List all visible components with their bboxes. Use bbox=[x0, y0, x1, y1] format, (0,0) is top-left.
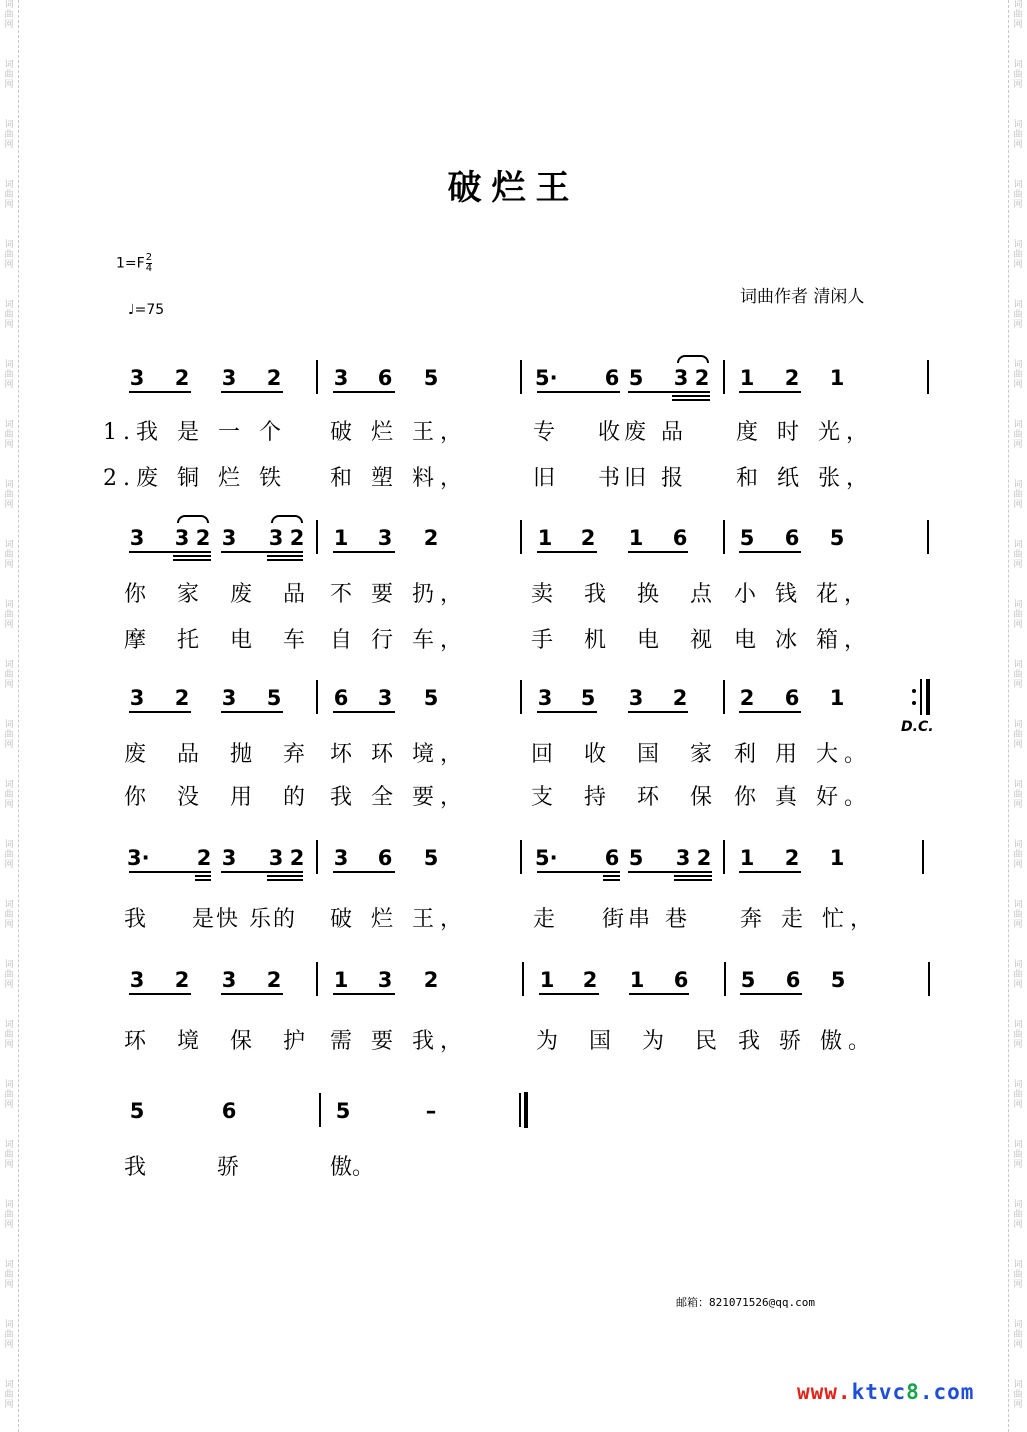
time-sig-top: 2 bbox=[145, 252, 153, 263]
note: 1 bbox=[829, 686, 845, 710]
note: 3 bbox=[675, 846, 691, 870]
site-part: .com bbox=[919, 1380, 975, 1404]
lyric: 我 全 要， bbox=[330, 785, 468, 810]
note: 5 bbox=[830, 968, 846, 992]
note: 3 bbox=[129, 686, 145, 710]
lyric: 你 没 用 的 bbox=[124, 785, 317, 810]
margin-mark: 词 曲 网 bbox=[1013, 240, 1023, 270]
margin-mark: 词 曲 网 bbox=[1013, 720, 1023, 750]
margin-mark: 词 曲 网 bbox=[4, 1020, 14, 1050]
underline bbox=[739, 551, 801, 553]
barline bbox=[520, 360, 522, 394]
barline bbox=[922, 840, 924, 874]
margin-mark: 词 曲 网 bbox=[4, 420, 14, 450]
lyric: 利 用 大。 bbox=[734, 742, 872, 767]
margin-mark: 词 曲 网 bbox=[1013, 300, 1023, 330]
underline bbox=[628, 871, 712, 873]
margin-mark: 词 曲 网 bbox=[1013, 840, 1023, 870]
note: 6 bbox=[673, 968, 689, 992]
lyric: 你 家 废 品 bbox=[124, 582, 317, 607]
lyric: 手 机 电 视 bbox=[531, 628, 724, 653]
note: 5 bbox=[739, 526, 755, 550]
barline bbox=[319, 1093, 321, 1127]
margin-mark: 词 曲 网 bbox=[1013, 780, 1023, 810]
underline bbox=[333, 551, 395, 553]
margin-mark: 词 曲 网 bbox=[1013, 1020, 1023, 1050]
lyric: 破 烂 王， bbox=[330, 907, 468, 932]
repeat-thick-line bbox=[926, 679, 930, 715]
margin-mark: 词 曲 网 bbox=[4, 120, 14, 150]
lyric: 破 烂 王， bbox=[330, 420, 468, 445]
note: 5· bbox=[535, 846, 558, 870]
underline bbox=[221, 871, 303, 873]
note: 3 bbox=[129, 968, 145, 992]
note: 2 bbox=[289, 846, 305, 870]
barline bbox=[522, 962, 524, 996]
note: 5 bbox=[423, 686, 439, 710]
margin-mark: 词 曲 网 bbox=[1013, 60, 1023, 90]
margin-mark: 词 曲 网 bbox=[1013, 420, 1023, 450]
margin-mark: 词 曲 网 bbox=[4, 840, 14, 870]
note: 5 bbox=[129, 1099, 145, 1123]
underline bbox=[739, 711, 801, 713]
repeat-thin-line bbox=[920, 679, 922, 715]
note: 3 bbox=[333, 846, 349, 870]
lyric: 我 bbox=[124, 1155, 147, 1180]
underline bbox=[628, 711, 688, 713]
margin-mark: 词 曲 网 bbox=[4, 180, 14, 210]
note: 5· bbox=[535, 366, 558, 390]
lyric: 傲。 bbox=[330, 1155, 375, 1180]
note: 3 bbox=[174, 526, 190, 550]
lyric: 我 bbox=[124, 907, 147, 932]
lyric: 电 冰 箱， bbox=[734, 628, 872, 653]
lyric: 你 真 好。 bbox=[734, 785, 872, 810]
lyric: 环 境 保 护 bbox=[124, 1029, 317, 1054]
barline bbox=[927, 520, 929, 554]
underline bbox=[129, 711, 191, 713]
barline bbox=[724, 962, 726, 996]
note: 3 bbox=[221, 846, 237, 870]
note: 2 bbox=[672, 686, 688, 710]
note: 2 bbox=[580, 526, 596, 550]
margin-mark: 词 曲 网 bbox=[1013, 1140, 1023, 1170]
note: 6 bbox=[604, 846, 620, 870]
composer-credit: 词曲作者 清闲人 bbox=[740, 287, 865, 307]
final-barline-thick bbox=[524, 1092, 528, 1128]
margin-mark: 词 曲 网 bbox=[1013, 1380, 1023, 1410]
lyric: 自 行 车， bbox=[330, 628, 468, 653]
note: 1 bbox=[739, 846, 755, 870]
lyric: 度 时 光， bbox=[736, 420, 874, 445]
note: 5 bbox=[628, 366, 644, 390]
underline bbox=[221, 711, 283, 713]
barline bbox=[723, 680, 725, 714]
repeat-dot bbox=[912, 689, 916, 693]
margin-mark: 词 曲 网 bbox=[4, 1380, 14, 1410]
underline bbox=[333, 993, 395, 995]
underline bbox=[537, 711, 597, 713]
margin-mark: 词 曲 网 bbox=[4, 1080, 14, 1110]
repeat-dot bbox=[912, 701, 916, 705]
note: 6 bbox=[377, 846, 393, 870]
lyric: 走 bbox=[533, 907, 556, 932]
note: 6 bbox=[221, 1099, 237, 1123]
note: 1 bbox=[628, 526, 644, 550]
note: 1 bbox=[829, 846, 845, 870]
barline bbox=[928, 962, 930, 996]
barline bbox=[723, 840, 725, 874]
note: 1 bbox=[539, 968, 555, 992]
note: 2 bbox=[423, 968, 439, 992]
site-part: 8 bbox=[906, 1380, 920, 1404]
margin-mark: 词 曲 网 bbox=[1013, 900, 1023, 930]
site-part: ktvc bbox=[851, 1380, 907, 1404]
margin-mark: 词 曲 网 bbox=[4, 480, 14, 510]
margin-mark: 词 曲 网 bbox=[1013, 660, 1023, 690]
note: 3 bbox=[221, 968, 237, 992]
left-margin-watermark bbox=[0, 0, 19, 1432]
margin-mark: 词 曲 网 bbox=[1013, 480, 1023, 510]
lyric: 和 纸 张， bbox=[736, 466, 874, 491]
note: 5 bbox=[423, 846, 439, 870]
note: 6 bbox=[784, 526, 800, 550]
lyric: 卖 我 换 点 bbox=[531, 582, 724, 607]
margin-mark: 词 曲 网 bbox=[4, 960, 14, 990]
underline bbox=[333, 871, 395, 873]
double-underline bbox=[674, 875, 712, 881]
note: 6 bbox=[377, 366, 393, 390]
slur bbox=[271, 515, 303, 523]
note: 2 bbox=[696, 846, 712, 870]
underline bbox=[537, 551, 597, 553]
margin-mark: 词 曲 网 bbox=[4, 240, 14, 270]
margin-mark: 词 曲 网 bbox=[1013, 1320, 1023, 1350]
lyric: 需 要 我， bbox=[330, 1029, 468, 1054]
note: 2 bbox=[174, 686, 190, 710]
note: 3 bbox=[129, 526, 145, 550]
underline bbox=[537, 871, 620, 873]
barline bbox=[316, 520, 318, 554]
lyric: 我 骄 傲。 bbox=[738, 1029, 876, 1054]
note: 2 bbox=[423, 526, 439, 550]
note: 6 bbox=[604, 366, 620, 390]
note: 2 bbox=[195, 526, 211, 550]
slur bbox=[677, 355, 709, 363]
double-underline bbox=[603, 875, 620, 881]
time-sig-bottom: 4 bbox=[145, 263, 153, 274]
margin-mark: 词 曲 网 bbox=[4, 1320, 14, 1350]
note: 1 bbox=[333, 968, 349, 992]
note: 5 bbox=[266, 686, 282, 710]
barline bbox=[316, 962, 318, 996]
lyric: 旧 bbox=[533, 466, 556, 491]
lyric: 1.我 是 一 个 bbox=[103, 420, 287, 445]
note: 2 bbox=[174, 968, 190, 992]
note: 2 bbox=[266, 968, 282, 992]
slur bbox=[177, 515, 209, 523]
lyric: 摩 托 电 车 bbox=[124, 628, 317, 653]
note: 3 bbox=[221, 686, 237, 710]
da-capo-marking: D.C. bbox=[901, 719, 934, 735]
margin-mark: 词 曲 网 bbox=[4, 780, 14, 810]
note: 2 bbox=[266, 366, 282, 390]
lyric: 2.废 铜 烂 铁 bbox=[103, 466, 287, 491]
double-underline bbox=[173, 555, 211, 561]
margin-mark: 词 曲 网 bbox=[1013, 540, 1023, 570]
margin-mark: 词 曲 网 bbox=[4, 660, 14, 690]
note: 2 bbox=[784, 366, 800, 390]
note: 1 bbox=[537, 526, 553, 550]
margin-mark: 词 曲 网 bbox=[1013, 360, 1023, 390]
margin-mark: 词 曲 网 bbox=[4, 1140, 14, 1170]
lyric: 专 bbox=[533, 420, 556, 445]
underline bbox=[129, 391, 191, 393]
margin-mark: 词 曲 网 bbox=[4, 540, 14, 570]
note: 5 bbox=[628, 846, 644, 870]
double-underline bbox=[267, 555, 303, 561]
key-signature bbox=[116, 253, 152, 274]
note: 2 bbox=[582, 968, 598, 992]
lyric: 书旧 报 bbox=[598, 466, 687, 491]
margin-mark: 词 曲 网 bbox=[4, 360, 14, 390]
margin-mark: 词 曲 网 bbox=[1013, 0, 1023, 30]
underline bbox=[221, 391, 283, 393]
note: 3 bbox=[673, 366, 689, 390]
barline bbox=[316, 360, 318, 394]
note: 3 bbox=[628, 686, 644, 710]
margin-mark: 词 曲 网 bbox=[1013, 960, 1023, 990]
barline bbox=[520, 680, 522, 714]
underline bbox=[333, 711, 395, 713]
lyric: 不 要 扔， bbox=[330, 582, 468, 607]
margin-mark: 词 曲 网 bbox=[4, 600, 14, 630]
note: 3 bbox=[377, 686, 393, 710]
note: 5 bbox=[580, 686, 596, 710]
margin-mark: 词 曲 网 bbox=[4, 60, 14, 90]
underline bbox=[537, 391, 620, 393]
note: 1 bbox=[829, 366, 845, 390]
note: 3 bbox=[268, 526, 284, 550]
lyric: 骄 bbox=[217, 1155, 240, 1180]
barline bbox=[520, 520, 522, 554]
barline bbox=[927, 360, 929, 394]
underline bbox=[628, 391, 710, 393]
lyric: 坏 环 境， bbox=[330, 742, 468, 767]
note: 1 bbox=[333, 526, 349, 550]
lyric: 废 品 抛 弃 bbox=[124, 742, 317, 767]
double-underline bbox=[195, 875, 211, 881]
final-barline-thin bbox=[519, 1093, 521, 1127]
note: 6 bbox=[672, 526, 688, 550]
lyric: 是快 乐的 bbox=[192, 907, 297, 932]
margin-mark: 词 曲 网 bbox=[1013, 180, 1023, 210]
margin-mark: 词 曲 网 bbox=[1013, 1200, 1023, 1230]
note: 3· bbox=[127, 846, 150, 870]
note: 3 bbox=[377, 968, 393, 992]
barline bbox=[723, 360, 725, 394]
note: 2 bbox=[196, 846, 212, 870]
underline bbox=[221, 551, 303, 553]
margin-mark: 词 曲 网 bbox=[1013, 1260, 1023, 1290]
underline bbox=[539, 993, 599, 995]
note: 5 bbox=[335, 1099, 351, 1123]
underline bbox=[628, 551, 688, 553]
note: 2 bbox=[694, 366, 710, 390]
margin-mark: 词 曲 网 bbox=[4, 0, 14, 30]
note: 3 bbox=[333, 366, 349, 390]
note: 3 bbox=[221, 366, 237, 390]
note: 2 bbox=[289, 526, 305, 550]
right-margin-watermark bbox=[1008, 0, 1027, 1432]
lyric: 和 塑 料， bbox=[330, 466, 468, 491]
margin-mark: 词 曲 网 bbox=[1013, 120, 1023, 150]
note: 3 bbox=[377, 526, 393, 550]
underline bbox=[739, 871, 801, 873]
note: 2 bbox=[784, 846, 800, 870]
underline bbox=[221, 993, 283, 995]
time-signature bbox=[146, 253, 152, 274]
barline bbox=[723, 520, 725, 554]
barline bbox=[316, 840, 318, 874]
underline bbox=[129, 871, 211, 873]
note: 3 bbox=[268, 846, 284, 870]
note: 2 bbox=[739, 686, 755, 710]
note: 3 bbox=[221, 526, 237, 550]
note: 6 bbox=[333, 686, 349, 710]
margin-mark: 词 曲 网 bbox=[4, 300, 14, 330]
barline bbox=[520, 840, 522, 874]
underline bbox=[129, 993, 191, 995]
underline bbox=[739, 391, 801, 393]
margin-mark: 词 曲 网 bbox=[4, 900, 14, 930]
note: 1 bbox=[629, 968, 645, 992]
underline bbox=[333, 391, 395, 393]
key-label: 1=F bbox=[116, 255, 145, 272]
lyric: 奔 走 忙， bbox=[740, 907, 878, 932]
barline bbox=[316, 680, 318, 714]
tempo-marking: ♩=75 bbox=[128, 302, 165, 318]
note: 6 bbox=[784, 686, 800, 710]
underline bbox=[629, 993, 689, 995]
contact-email: 邮箱：821071526@qq.com bbox=[676, 1296, 815, 1309]
lyric: 街串 巷 bbox=[602, 907, 691, 932]
note: 5 bbox=[740, 968, 756, 992]
margin-mark: 词 曲 网 bbox=[4, 720, 14, 750]
note: 5 bbox=[423, 366, 439, 390]
underline bbox=[740, 993, 802, 995]
website-watermark bbox=[797, 1380, 974, 1404]
note: – bbox=[425, 1099, 437, 1123]
note: 1 bbox=[739, 366, 755, 390]
note: 6 bbox=[785, 968, 801, 992]
double-underline bbox=[672, 395, 710, 401]
note: 3 bbox=[537, 686, 553, 710]
song-title: 破烂王 bbox=[447, 168, 580, 208]
double-underline bbox=[267, 875, 303, 881]
note: 2 bbox=[174, 366, 190, 390]
site-part: www. bbox=[797, 1380, 852, 1404]
lyric: 回 收 国 家 bbox=[531, 742, 724, 767]
underline bbox=[129, 551, 211, 553]
note: 3 bbox=[129, 366, 145, 390]
note: 5 bbox=[829, 526, 845, 550]
lyric: 小 钱 花， bbox=[734, 582, 872, 607]
lyric: 为 国 为 民 bbox=[536, 1029, 729, 1054]
margin-mark: 词 曲 网 bbox=[4, 1200, 14, 1230]
margin-mark: 词 曲 网 bbox=[4, 1260, 14, 1290]
margin-mark: 词 曲 网 bbox=[1013, 1080, 1023, 1110]
lyric: 收废 品 bbox=[598, 420, 687, 445]
lyric: 支 持 环 保 bbox=[531, 785, 724, 810]
margin-mark: 词 曲 网 bbox=[1013, 600, 1023, 630]
